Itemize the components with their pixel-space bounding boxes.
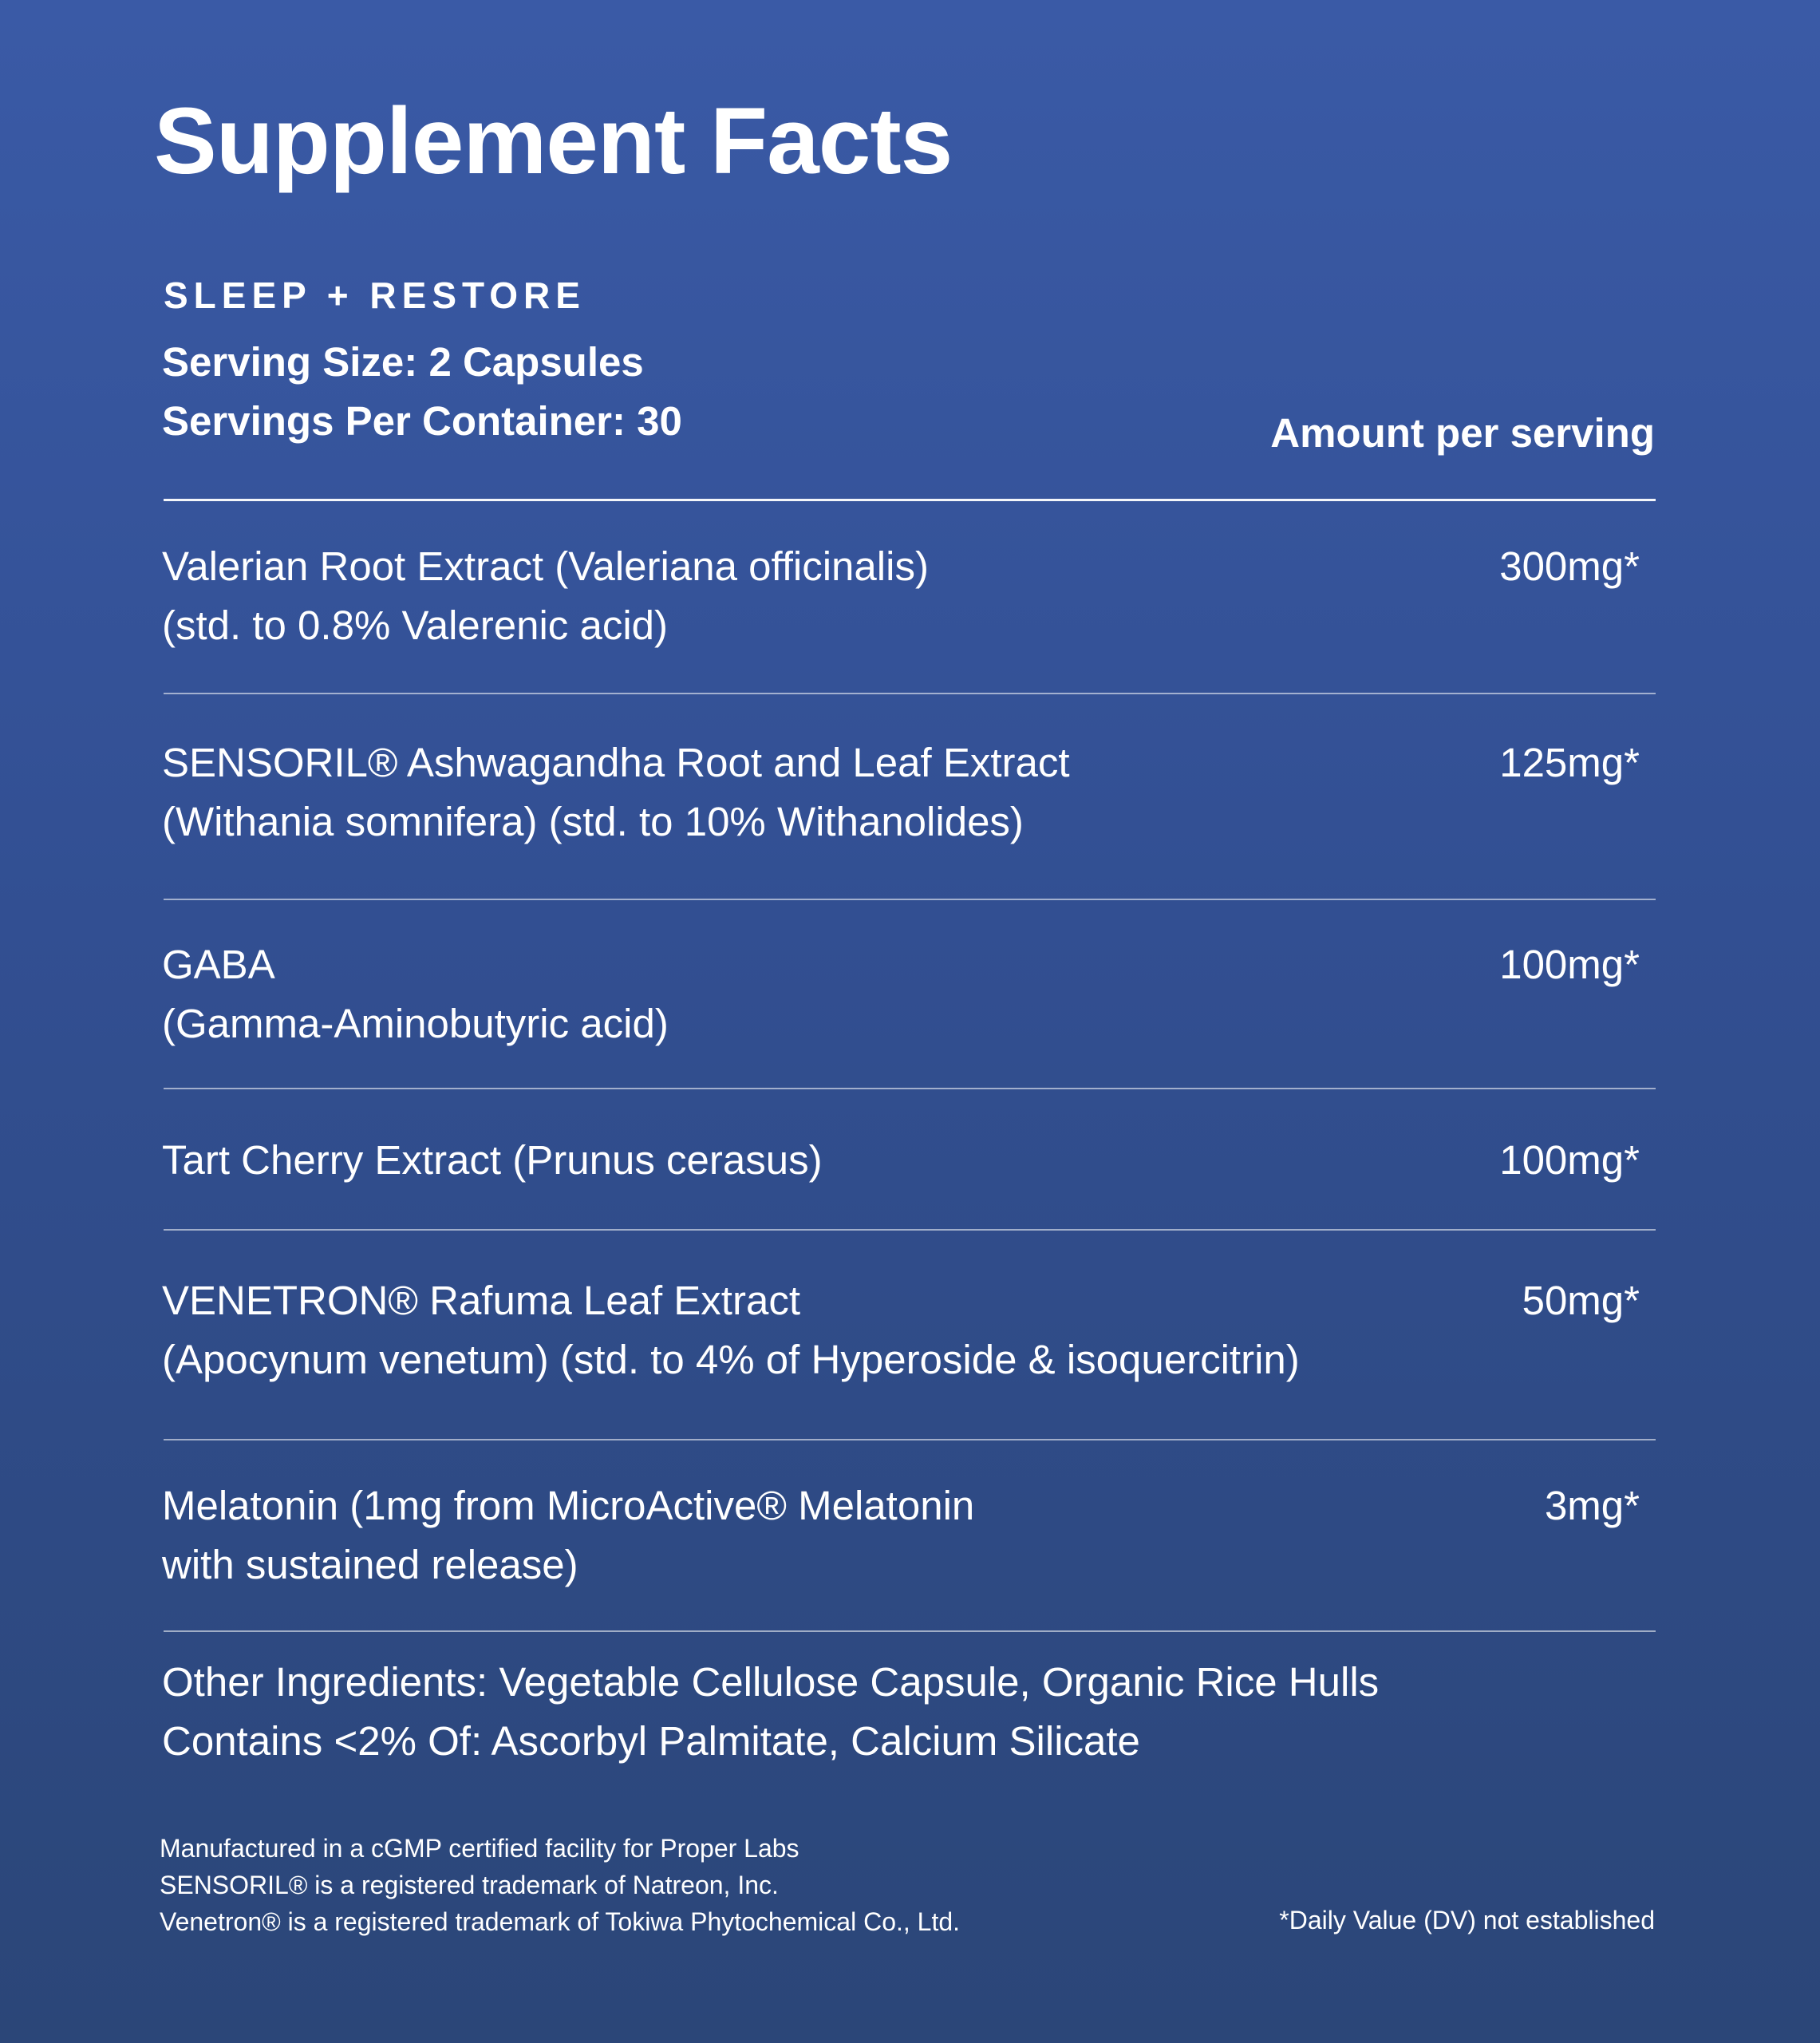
ingredient-amount: 300mg* <box>1499 543 1640 589</box>
serving-size: Serving Size: 2 Capsules <box>162 339 644 385</box>
other-ingredients <box>162 1653 1379 1771</box>
amount-per-serving-header: Amount per serving <box>1270 410 1655 456</box>
daily-value-note: *Daily Value (DV) not established <box>1279 1906 1655 1934</box>
venetron-trademark-note: Venetron® is a registered trademark of Tokiwa Phytochemical Co., Ltd. <box>160 1907 961 1936</box>
row-divider <box>164 1088 1656 1089</box>
ingredient-amount: 125mg* <box>1499 740 1640 785</box>
other-ingredients-line: Other Ingredients: Vegetable Cellulose Capsule, Organic Rice Hulls <box>162 1659 1380 1705</box>
ingredient-amount: 50mg* <box>1522 1278 1640 1323</box>
ingredient-name: Melatonin (1mg from MicroActive® Melatonin with sustained release) <box>162 1483 975 1587</box>
row-divider <box>164 1439 1656 1440</box>
ingredient-amount: 100mg* <box>1499 1137 1640 1183</box>
row-divider <box>164 899 1656 900</box>
ingredient-name: Tart Cherry Extract (Prunus cerasus) <box>162 1137 823 1183</box>
ingredient-name: Valerian Root Extract (Valeriana officinalis) (std. to 0.8% Valerenic acid) <box>162 543 929 648</box>
ingredient-amount: 100mg* <box>1499 942 1640 987</box>
row-divider <box>164 1630 1656 1632</box>
row-divider <box>164 693 1656 694</box>
manufacturing-note: Manufactured in a cGMP certified facility for Proper Labs <box>160 1834 799 1863</box>
row-divider <box>164 1229 1656 1231</box>
product-name: SLEEP + RESTORE <box>164 275 586 316</box>
ingredient-name: VENETRON® Rafuma Leaf Extract (Apocynum venetum) (std. to 4% of Hyperoside & isoquercitrin) <box>162 1278 1300 1382</box>
sensoril-trademark-note: SENSORIL® is a registered trademark of Natreon, Inc. <box>160 1871 779 1899</box>
header-divider <box>164 499 1656 501</box>
ingredient-name: SENSORIL® Ashwagandha Root and Leaf Extract (Withania somnifera) (std. to 10% Withanolides) <box>162 740 1070 844</box>
ingredient-amount: 3mg* <box>1544 1483 1640 1528</box>
contains-line: Contains <2% Of: Ascorbyl Palmitate, Calcium Silicate <box>162 1718 1140 1764</box>
servings-per-container: Servings Per Container: 30 <box>162 398 682 444</box>
ingredient-name: GABA (Gamma-Aminobutyric acid) <box>162 942 669 1046</box>
page-title: Supplement Facts <box>154 89 953 194</box>
